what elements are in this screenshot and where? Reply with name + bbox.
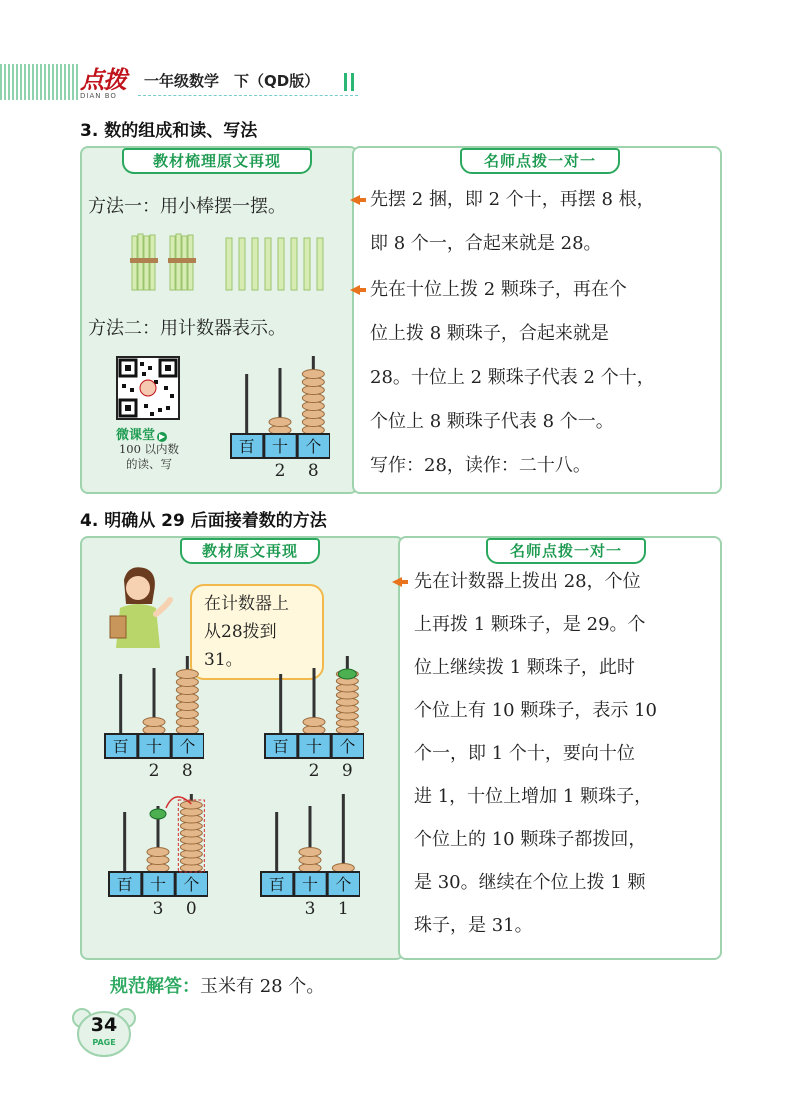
header-divider xyxy=(138,95,358,96)
abacus-28 xyxy=(104,652,204,782)
abacus-digit: 3 xyxy=(152,899,164,919)
tip-arrow-icon xyxy=(348,282,368,301)
header-stripe-decoration xyxy=(0,64,78,100)
abacus-rod xyxy=(123,812,126,872)
header-bar xyxy=(344,73,347,91)
abacus-place-label: 百 xyxy=(268,875,285,894)
abacus-29 xyxy=(264,652,364,782)
section-4-left-tag: 教材原文再现 xyxy=(180,538,320,564)
abacus-place-label: 百 xyxy=(238,437,255,456)
publisher-logo: 点拨 DIAN BO xyxy=(80,66,126,100)
abacus-place-label: 个 xyxy=(335,875,352,894)
abacus-place-label: 个 xyxy=(179,737,196,756)
section-3-explanation-3: 位上拨 8 颗珠子，合起来就是 28。十位上 2 颗珠子代表 2 个十， 个位上 8 颗珠子代表 8 个一。 写作：28，读作：二十八。 xyxy=(370,323,655,476)
abacus-bead xyxy=(303,718,325,727)
qr-caption: 100 以内数 的读、写 xyxy=(118,442,180,471)
abacus-svg xyxy=(230,352,330,482)
abacus-digit: 1 xyxy=(337,899,349,919)
play-icon: ▶ xyxy=(158,432,166,441)
abacus-31 xyxy=(260,790,360,920)
carried-bead xyxy=(150,809,166,819)
stick-bundle xyxy=(168,234,196,290)
abacus-place-label: 十 xyxy=(301,875,319,894)
speech-bubble: 在计数器上 从28拨到31。 xyxy=(190,584,324,680)
abacus-place-label: 十 xyxy=(305,737,323,756)
standard-answer: 规范解答：玉米有 28 个。 xyxy=(110,976,325,997)
abacus-place-label: 十 xyxy=(271,437,289,456)
abacus-place-label: 百 xyxy=(272,737,289,756)
abacus-place-label: 个 xyxy=(305,437,322,456)
abacus-place-label: 百 xyxy=(112,737,129,756)
abacus-bead xyxy=(176,670,198,679)
abacus-digit: 2 xyxy=(274,461,286,481)
abacus-place-label: 个 xyxy=(339,737,356,756)
section-4-right-tag: 名师点拨一对一 xyxy=(486,538,646,564)
abacus-digit: 8 xyxy=(181,761,193,781)
tip-arrow-icon xyxy=(348,192,368,211)
sticks-svg xyxy=(128,232,338,294)
single-sticks xyxy=(226,238,323,290)
section-3-explanation-1: 先摆 2 捆，即 2 个十，再摆 8 根， 即 8 个一，合起来就是 28。 xyxy=(370,189,655,254)
page-number: 34 xyxy=(90,1014,118,1036)
abacus-bead xyxy=(299,848,321,857)
stick-bundles-illustration xyxy=(128,232,338,294)
abacus-place-label: 个 xyxy=(183,875,200,894)
teacher-illustration xyxy=(98,560,178,652)
micro-lesson-label: 微课堂 ▶ xyxy=(116,428,166,443)
abacus-rod xyxy=(119,674,122,734)
abacus-svg xyxy=(260,790,360,920)
abacus-digit: 2 xyxy=(148,761,160,781)
abacus-bead xyxy=(143,718,165,727)
abacus-digit: 0 xyxy=(185,899,197,919)
abacus-section-3 xyxy=(230,352,330,482)
header-bar xyxy=(351,73,354,91)
abacus-place-label: 百 xyxy=(116,875,133,894)
abacus-digit: 8 xyxy=(307,461,319,481)
abacus-bead xyxy=(180,801,202,809)
stick-bundle xyxy=(130,234,158,290)
page-number-badge xyxy=(72,1006,136,1058)
method-2-text: 方法二：用计数器表示。 xyxy=(88,318,286,339)
abacus-bead xyxy=(269,418,291,427)
abacus-digit: 2 xyxy=(308,761,320,781)
abacus-rod xyxy=(342,794,345,872)
abacus-30 xyxy=(108,790,208,920)
tip-arrow-icon xyxy=(390,574,410,593)
abacus-place-label: 十 xyxy=(149,875,167,894)
highlighted-bead xyxy=(338,669,356,679)
abacus-bead xyxy=(302,370,324,379)
section-3-right-tag: 名师点拨一对一 xyxy=(460,148,620,174)
abacus-svg xyxy=(104,652,204,782)
abacus-bead xyxy=(147,848,169,857)
abacus-svg xyxy=(264,652,364,782)
abacus-digit: 3 xyxy=(304,899,316,919)
section-4-title: 4. 明确从 29 后面接着数的方法 xyxy=(80,511,327,531)
abacus-place-label: 十 xyxy=(145,737,163,756)
teacher-svg xyxy=(98,560,178,652)
section-4-explanation: 先在计数器上拨出 28，个位 上再拨 1 颗珠子，是 29。个 位上继续拨 1 颗珠子，此时 个位上有 10 颗珠子，表示 10 个一，即 1 个十，要向十位 进 1，十位上增加 1 颗珠子， 个位上的 10 颗珠子都拨回， 是 30。继续在个位上拨 1 颗 珠子，是 31。 xyxy=(414,571,657,936)
book-title: 一年级数学 下（QD版） xyxy=(144,72,320,90)
abacus-rod xyxy=(245,374,248,434)
section-3-title: 3. 数的组成和读、写法 xyxy=(80,121,258,141)
abacus-svg xyxy=(108,790,208,920)
section-3-explanation-2: 先在十位上拨 2 颗珠子，再在个 xyxy=(370,279,627,300)
page-word: PAGE xyxy=(92,1038,116,1047)
abacus-digit: 9 xyxy=(341,761,353,781)
section-3-left-tag: 教材梳理原文再现 xyxy=(122,148,312,174)
abacus-rod xyxy=(275,812,278,872)
abacus-rod xyxy=(279,674,282,734)
qr-pattern xyxy=(118,358,178,418)
method-1-text: 方法一：用小棒摆一摆。 xyxy=(88,196,286,217)
qr-code[interactable] xyxy=(116,356,180,420)
